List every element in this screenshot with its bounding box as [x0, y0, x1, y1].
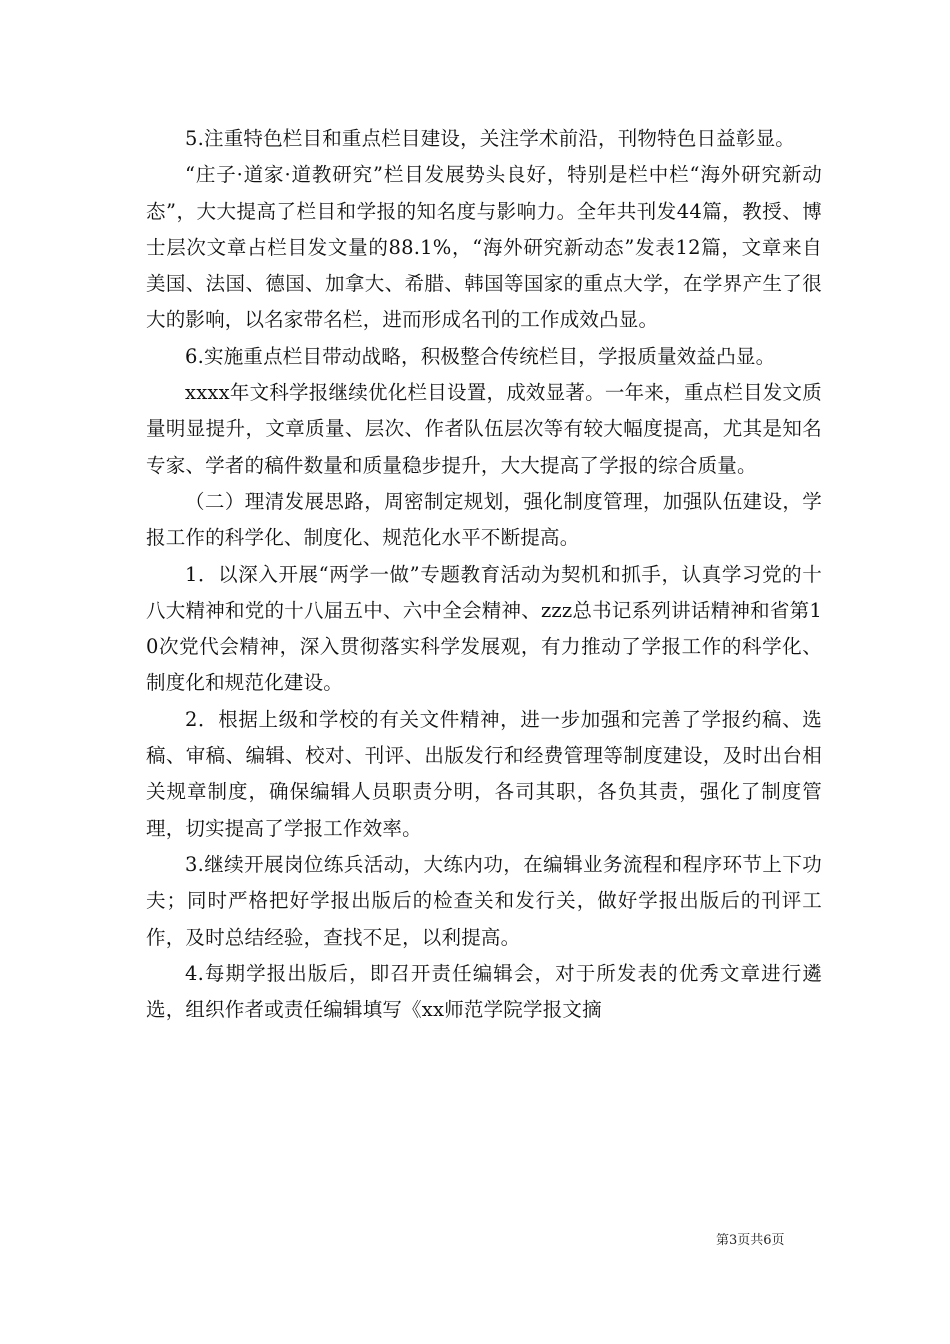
paragraph-2: “庄子·道家·道教研究”栏目发展势头良好，特别是栏中栏“海外研究新动态”，大大提高了栏目和学报的知名度与影响力。全年共刊发44篇，教授、博士层次文章占栏目发文量的88.1%，“海外研究新动态”发表12篇，文章来自美国、法国、德国、加拿大、希腊、韩国等国家的重点大学，在学界产生了很大的影响，以名家带名栏，进而形成名刊的工作成效凸显。: [146, 163, 822, 332]
paragraph-8: 3.继续开展岗位练兵活动，大练内功，在编辑业务流程和程序环节上下功夫；同时严格把好学报出版后的检查关和发行关，做好学报出版后的刊评工作，及时总结经验，查找不足，以利提高。: [146, 852, 822, 949]
paragraph-1: 5.注重特色栏目和重点栏目建设，关注学术前沿，刊物特色日益彰显。: [185, 127, 796, 150]
paragraph-5: （二）理清发展思路，周密制定规划，强化制度管理，加强队伍建设，学报工作的科学化、制度化、规范化水平不断提高。: [146, 489, 822, 550]
paragraph-6: 1．以深入开展“两学一做”专题教育活动为契机和抓手，认真学习党的十八大精神和党的十八届五中、六中全会精神、zzz总书记系列讲话精神和省第10次党代会精神，深入贯彻落实科学发展观，有力推动了学报工作的科学化、制度化和规范化建设。: [146, 562, 822, 695]
paragraph-3: 6.实施重点栏目带动战略，积极整合传统栏目，学报质量效益凸显。: [185, 344, 776, 368]
paragraph-4: xxxx年文科学报继续优化栏目设置，成效显著。一年来，重点栏目发文质量明显提升，文章质量、层次、作者队伍层次等有较大幅度提高，尤其是知名专家、学者的稿件数量和质量稳步提升，大大提高了学报的综合质量。: [146, 381, 822, 477]
page-number-footer: 第3页共6页: [716, 1233, 785, 1248]
paragraph-7: 2．根据上级和学校的有关文件精神，进一步加强和完善了学报约稿、选稿、审稿、编辑、校对、刊评、出版发行和经费管理等制度建设，及时出台相关规章制度，确保编辑人员职责分明，各司其职，各负其责，强化了制度管理，切实提高了学报工作效率。: [146, 707, 822, 840]
paragraph-9: 4.每期学报出版后，即召开责任编辑会，对于所发表的优秀文章进行遴选，组织作者或责任编辑填写《xx师范学院学报文摘: [146, 961, 822, 1022]
document-body: [146, 121, 822, 1028]
